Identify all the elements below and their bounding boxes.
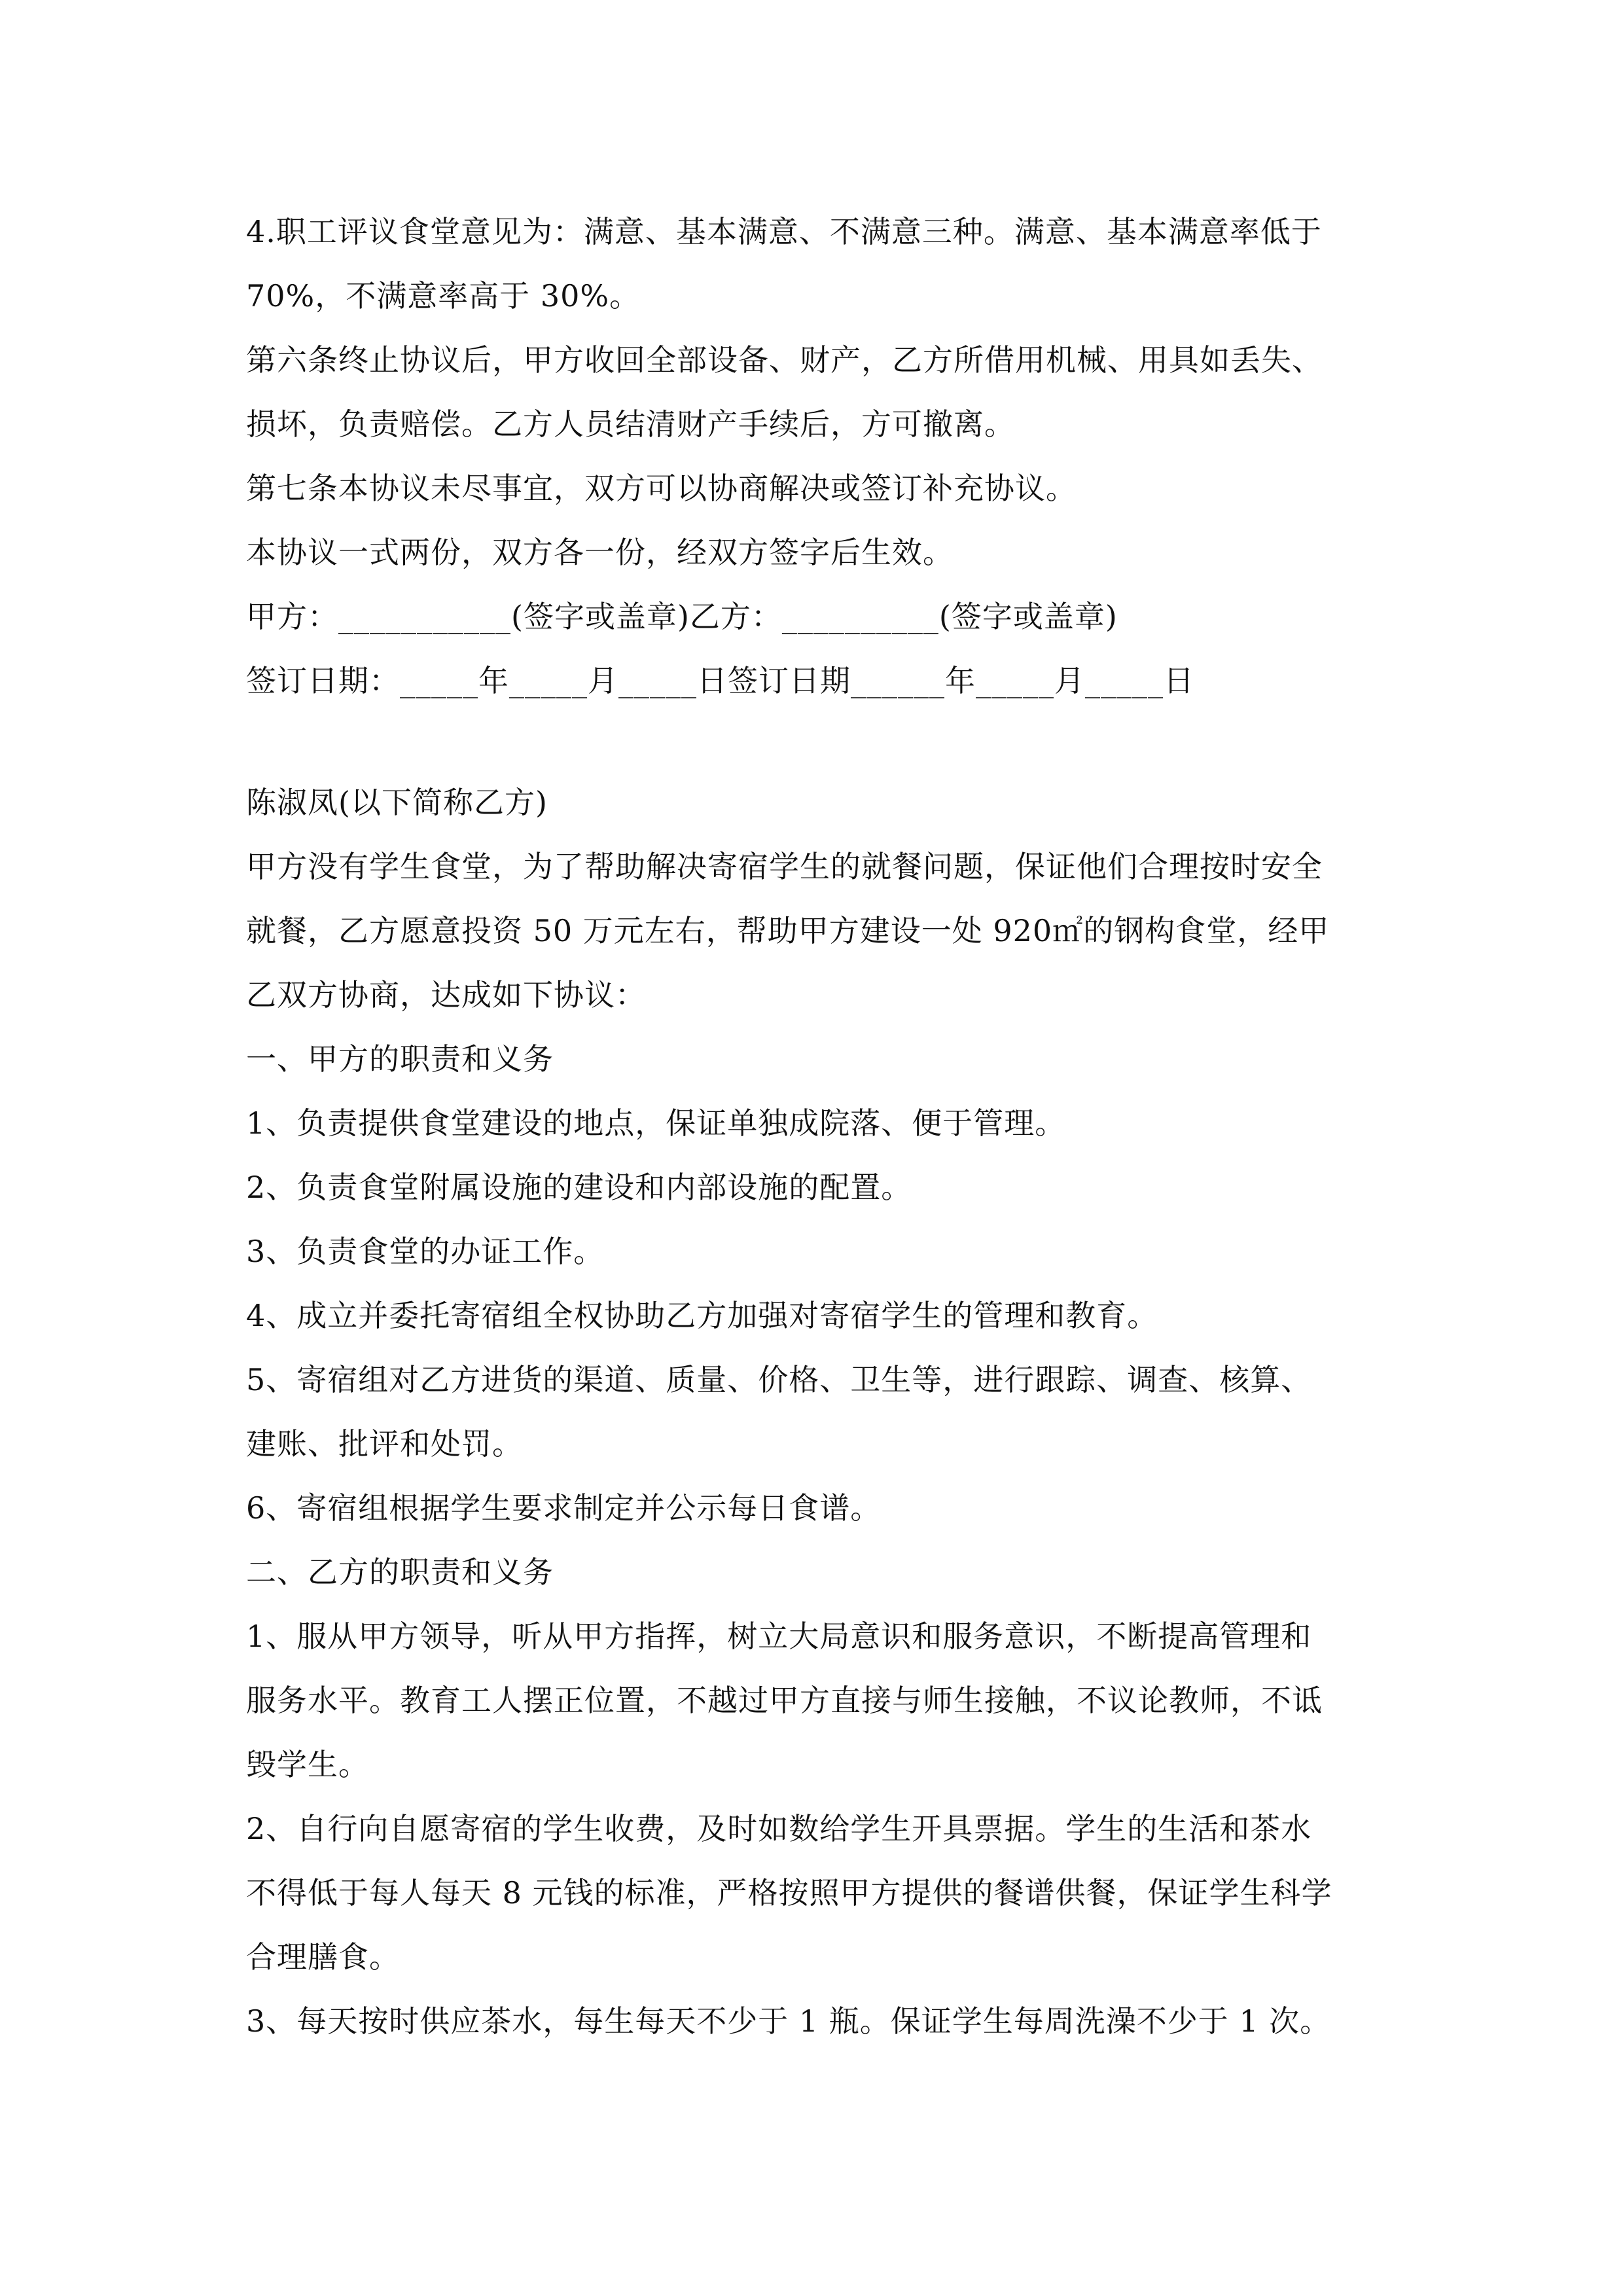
party-b-duty-item: 3、每天按时供应茶水，每生每天不少于 1 瓶。保证学生每周洗澡不少于 1 次。 xyxy=(246,2003,1331,2039)
text-line: 服务水平。教育工人摆正位置，不越过甲方直接与师生接触，不议论教师，不诋 xyxy=(246,1683,1323,1718)
preamble-line: 乙双方协商，达成如下协议： xyxy=(246,977,646,1013)
text-line: 损坏，负责赔偿。乙方人员结清财产手续后，方可撤离。 xyxy=(246,406,1015,442)
text-line: 70%，不满意率高于 30%。 xyxy=(246,278,641,314)
party-a-duty-item: 2、负责食堂附属设施的建设和内部设施的配置。 xyxy=(246,1170,912,1205)
text-line: 不得低于每人每天 8 元钱的标准，严格按照甲方提供的餐谱供餐，保证学生科学 xyxy=(246,1875,1332,1910)
preamble-line: 甲方没有学生食堂，为了帮助解决寄宿学生的就餐问题，保证他们合理按时安全 xyxy=(246,849,1323,884)
text-line: 4.职工评议食堂意见为：满意、基本满意、不满意三种。满意、基本满意率低于 xyxy=(246,214,1322,249)
party-a-duty-item: 6、寄宿组根据学生要求制定并公示每日食谱。 xyxy=(246,1490,882,1526)
party-b-duties-heading: 二、乙方的职责和义务 xyxy=(246,1554,554,1590)
text-line: 建账、批评和处罚。 xyxy=(246,1426,523,1462)
party-a-duty-item: 5、寄宿组对乙方进货的渠道、质量、价格、卫生等，进行跟踪、调查、核算、 xyxy=(246,1362,1312,1397)
party-a-duty-item: 3、负责食堂的办证工作。 xyxy=(246,1234,605,1269)
party-a-duty-item: 1、负责提供食堂建设的地点，保证单独成院落、便于管理。 xyxy=(246,1105,1066,1141)
document-body xyxy=(246,200,1411,2053)
party-b-name: 陈淑凤(以下简称乙方) xyxy=(246,785,548,820)
article-seven: 第七条本协议未尽事宜，双方可以协商解决或签订补充协议。 xyxy=(246,471,1077,506)
party-b-duty-item: 1、服从甲方领导，听从甲方指挥，树立大局意识和服务意识，不断提高管理和 xyxy=(246,1619,1312,1654)
preamble-line: 就餐，乙方愿意投资 50 万元左右，帮助甲方建设一处 920㎡的钢构食堂，经甲 xyxy=(246,913,1330,948)
text-line: 合理膳食。 xyxy=(246,1939,400,1975)
party-a-duty-item: 4、成立并委托寄宿组全权协助乙方加强对寄宿学生的管理和教育。 xyxy=(246,1298,1158,1333)
party-a-duties-heading: 一、甲方的职责和义务 xyxy=(246,1041,554,1077)
copies-clause: 本协议一式两份，双方各一份，经双方签字后生效。 xyxy=(246,535,954,570)
text-line: 毁学生。 xyxy=(246,1747,369,1782)
party-b-duty-item: 2、自行向自愿寄宿的学生收费，及时如数给学生开具票据。学生的生活和茶水 xyxy=(246,1811,1312,1846)
signature-line: 甲方：___________(签字或盖章)乙方：__________(签字或盖章) xyxy=(246,599,1118,634)
section-gap xyxy=(246,713,1411,770)
signing-date-line: 签订日期：_____年_____月_____日签订日期______年_____月_____日 xyxy=(246,663,1194,698)
article-six: 第六条终止协议后，甲方收回全部设备、财产，乙方所借用机械、用具如丢失、 xyxy=(246,342,1323,378)
